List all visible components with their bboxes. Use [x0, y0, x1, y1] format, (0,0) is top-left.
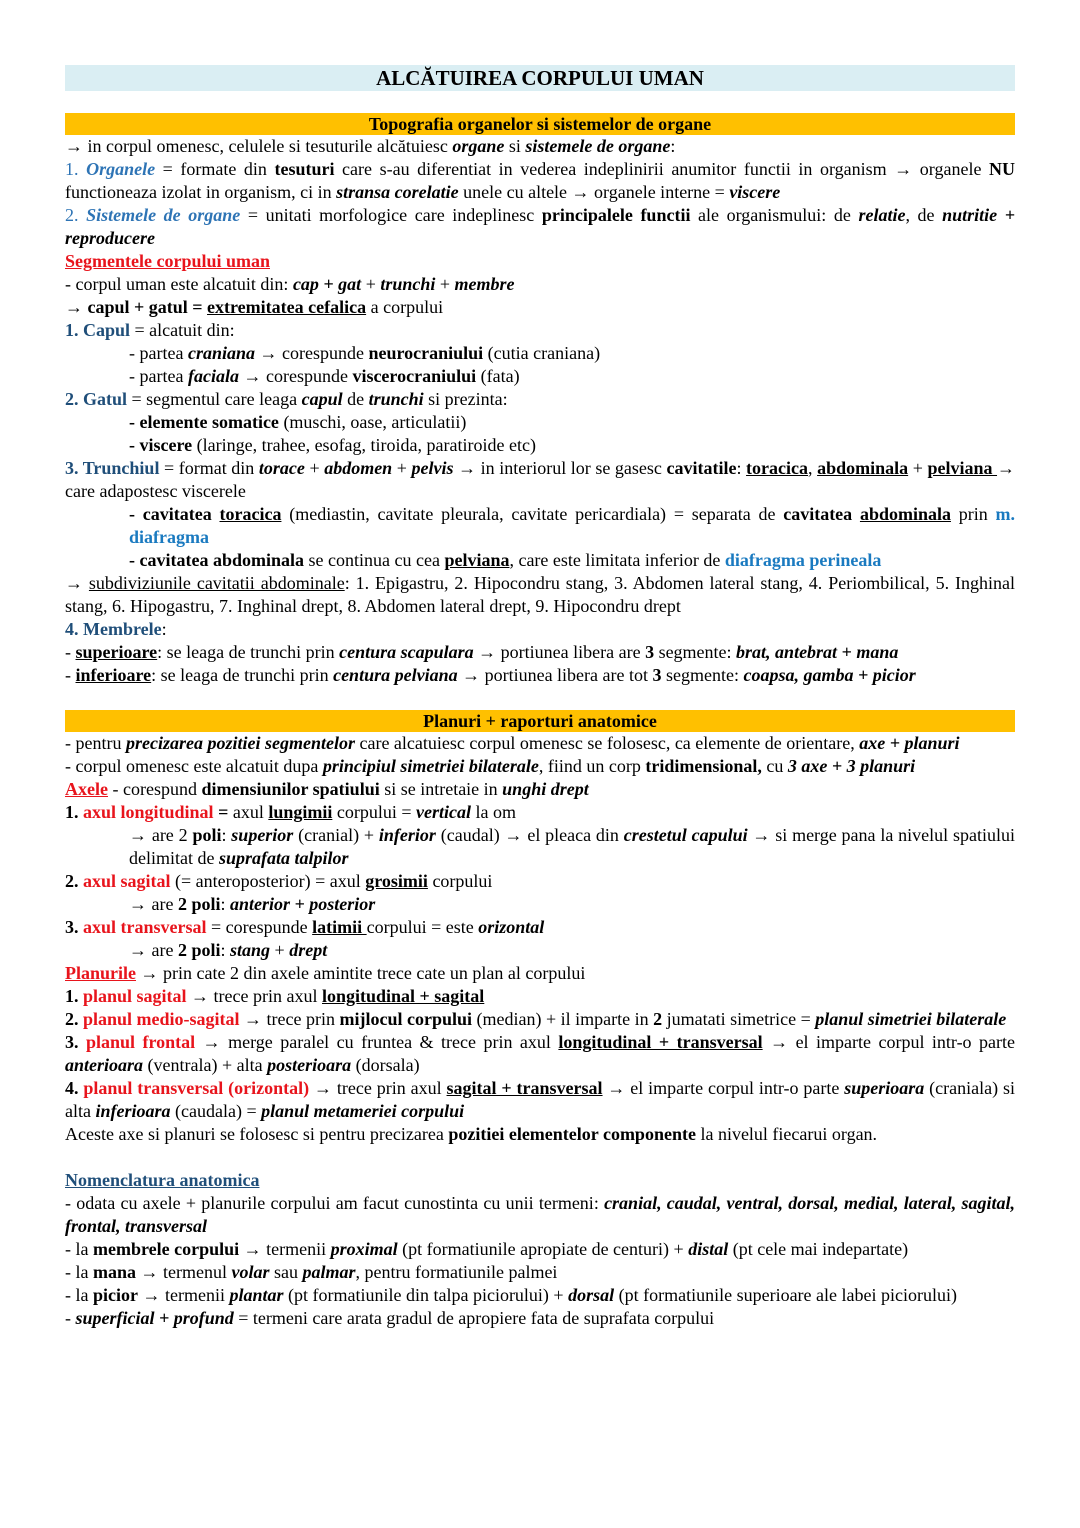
axele-line: Axele - corespund dimensiunilor spatiului si se intretaie in unghi drept: [65, 779, 589, 799]
axul-sagital-detail: → are 2 poli: anterior + posterior: [129, 894, 376, 914]
axul-longitudinal-detail: → are 2 poli: superior (cranial) + inferior (caudal) → el pleaca din crestetul capului → si merge pana la nivelul spatiului delimitat de suprafata talpilor: [129, 825, 1015, 868]
section-header-planuri: Planuri + raporturi anatomice: [65, 710, 1015, 732]
capul-item-2: - partea faciala → corespunde viscerocraniului (fata): [129, 366, 520, 386]
membrele-inferioare: - inferioare: se leaga de trunchi prin centura pelviana → portiunea libera are tot 3 segmente: coapsa, gamba + picior: [65, 665, 916, 685]
planul-transversal: 4. planul transversal (orizontal) → trece prin axul sagital + transversal → el imparte corpul intr-o parte superioara (craniala) si alta inferioara (caudala) = planul metameriei corpului: [65, 1078, 1016, 1121]
nomenclatura-line-1: - odata cu axele + planurile corpului am facut cunostinta cu unii termeni: cranial, caudal, ventral, dorsal, medial, lateral, sagital, frontal, transversal: [65, 1193, 1016, 1236]
segmente-line-1: - corpul uman este alcatuit din: cap + gat + trunchi + membre: [65, 274, 515, 294]
spacer: [65, 687, 1015, 710]
planul-medio-sagital: 2. planul medio-sagital → trece prin mijlocul corpului (median) + il imparte in 2 jumatati simetrice = planul simetriei bilaterale: [65, 1009, 1007, 1029]
trunchiul-item-1: - cavitatea toracica (mediastin, cavitate pleurala, cavitate pericardiala) = separata de cavitatea abdominala prin m. diafragma: [129, 504, 1015, 547]
subdiviziuni-paragraph: → subdiviziunile cavitatii abdominale: 1. Epigastru, 2. Hipocondru stang, 3. Abdomen lateral stang, 4. Periombilical, 5. Inghinal stang, 6. Hipogastru, 7. Inghinal drept, 8. Abdomen lateral drept, 9. Hipocondru drept: [65, 573, 1015, 616]
nomenclatura-line-2: - la membrele corpului → termenii proximal (pt formatiunile apropiate de centuri) + distal (pt cele mai indepartate): [65, 1239, 909, 1259]
axul-transversal-detail: → are 2 poli: stang + drept: [129, 940, 328, 960]
planurile-line: Planurile → prin cate 2 din axele amintite trece cate un plan al corpului: [65, 963, 586, 983]
nomenclatura-line-4: - la picior → termenii plantar (pt formatiunile din talpa piciorului) + dorsal (pt formatiunile superioare ale labei piciorului): [65, 1285, 957, 1305]
trunchiul-item-2: - cavitatea abdominala se continua cu cea pelviana, care este limitata inferior de diafragma perineala: [129, 550, 882, 570]
capul-line: 1. Capul = alcatuit din:: [65, 320, 235, 340]
planuri-line-2: - corpul omenesc este alcatuit dupa principiul simetriei bilaterale, fiind un corp tridimensional, cu 3 axe + 3 planuri: [65, 756, 916, 776]
gatul-line: 2. Gatul = segmentul care leaga capul de trunchi si prezinta:: [65, 389, 508, 409]
axul-transversal: 3. axul transversal = corespunde latimii corpului = este orizontal: [65, 917, 545, 937]
document-page: [65, 65, 1015, 1330]
axul-longitudinal: 1. axul longitudinal = axul lungimii corpului = vertical la om: [65, 802, 516, 822]
capul-item-1: - partea craniana → corespunde neurocraniului (cutia craniana): [129, 343, 601, 363]
axul-sagital: 2. axul sagital (= anteroposterior) = axul grosimii corpului: [65, 871, 493, 891]
nomenclatura-heading: Nomenclatura anatomica: [65, 1170, 260, 1190]
gatul-item-2: - viscere (laringe, trahee, esofag, tiroida, paratiroide etc): [129, 435, 536, 455]
section-header-topografia: Topografia organelor si sistemelor de organe: [65, 113, 1015, 135]
segmente-line-2: → capul + gatul = extremitatea cefalica a corpului: [65, 297, 444, 317]
nomenclatura-line-3: - la mana → termenul volar sau palmar, pentru formatiunile palmei: [65, 1262, 558, 1282]
intro-line: → in corpul omenesc, celulele si tesuturile alcătuiesc organe si sistemele de organe:: [65, 136, 676, 156]
planuri-line-1: - pentru precizarea pozitiei segmentelor care alcatuiesc corpul omenesc se folosesc, ca elemente de orientare, axe + planuri: [65, 733, 960, 753]
gatul-item-1: - elemente somatice (muschi, oase, articulatii): [129, 412, 467, 432]
membrele-superioare: - superioare: se leaga de trunchi prin centura scapulara → portiunea libera are 3 segmente: brat, antebrat + mana: [65, 642, 899, 662]
page-title: ALCĂTUIREA CORPULUI UMAN: [65, 65, 1015, 91]
sistemele-paragraph: 2. Sistemele de organe = unitati morfologice care indeplinesc principalele functii ale organismului: de relatie, de nutritie + reproducere: [65, 205, 1015, 248]
segmente-heading: Segmentele corpului uman: [65, 251, 270, 271]
nomenclatura-line-5: - superficial + profund = termeni care arata gradul de apropiere fata de suprafata corpului: [65, 1308, 715, 1328]
planul-sagital: 1. planul sagital → trece prin axul longitudinal + sagital: [65, 986, 485, 1006]
spacer: [65, 1146, 1015, 1169]
organele-paragraph: 1. Organele = formate din tesuturi care s-au diferentiat in vederea indeplinirii anumitor functii in organism → organele NU functioneaza izolat in organism, ci in stransa corelatie unele cu altele → organele interne = viscere: [65, 159, 1016, 202]
closing-line: Aceste axe si planuri se folosesc si pentru precizarea pozitiei elementelor componente la nivelul fiecarui organ.: [65, 1124, 878, 1144]
membrele-line: 4. Membrele:: [65, 619, 167, 639]
planul-frontal: 3. planul frontal → merge paralel cu fruntea & trece prin axul longitudinal + transversal → el imparte corpul intr-o parte anterioara (ventrala) + alta posterioara (dorsala): [65, 1032, 1016, 1075]
trunchiul-paragraph: 3. Trunchiul = format din torace + abdomen + pelvis → in interiorul lor se gasesc cavitatile: toracica, abdominala + pelviana → care adapostesc viscerele: [65, 458, 1016, 501]
